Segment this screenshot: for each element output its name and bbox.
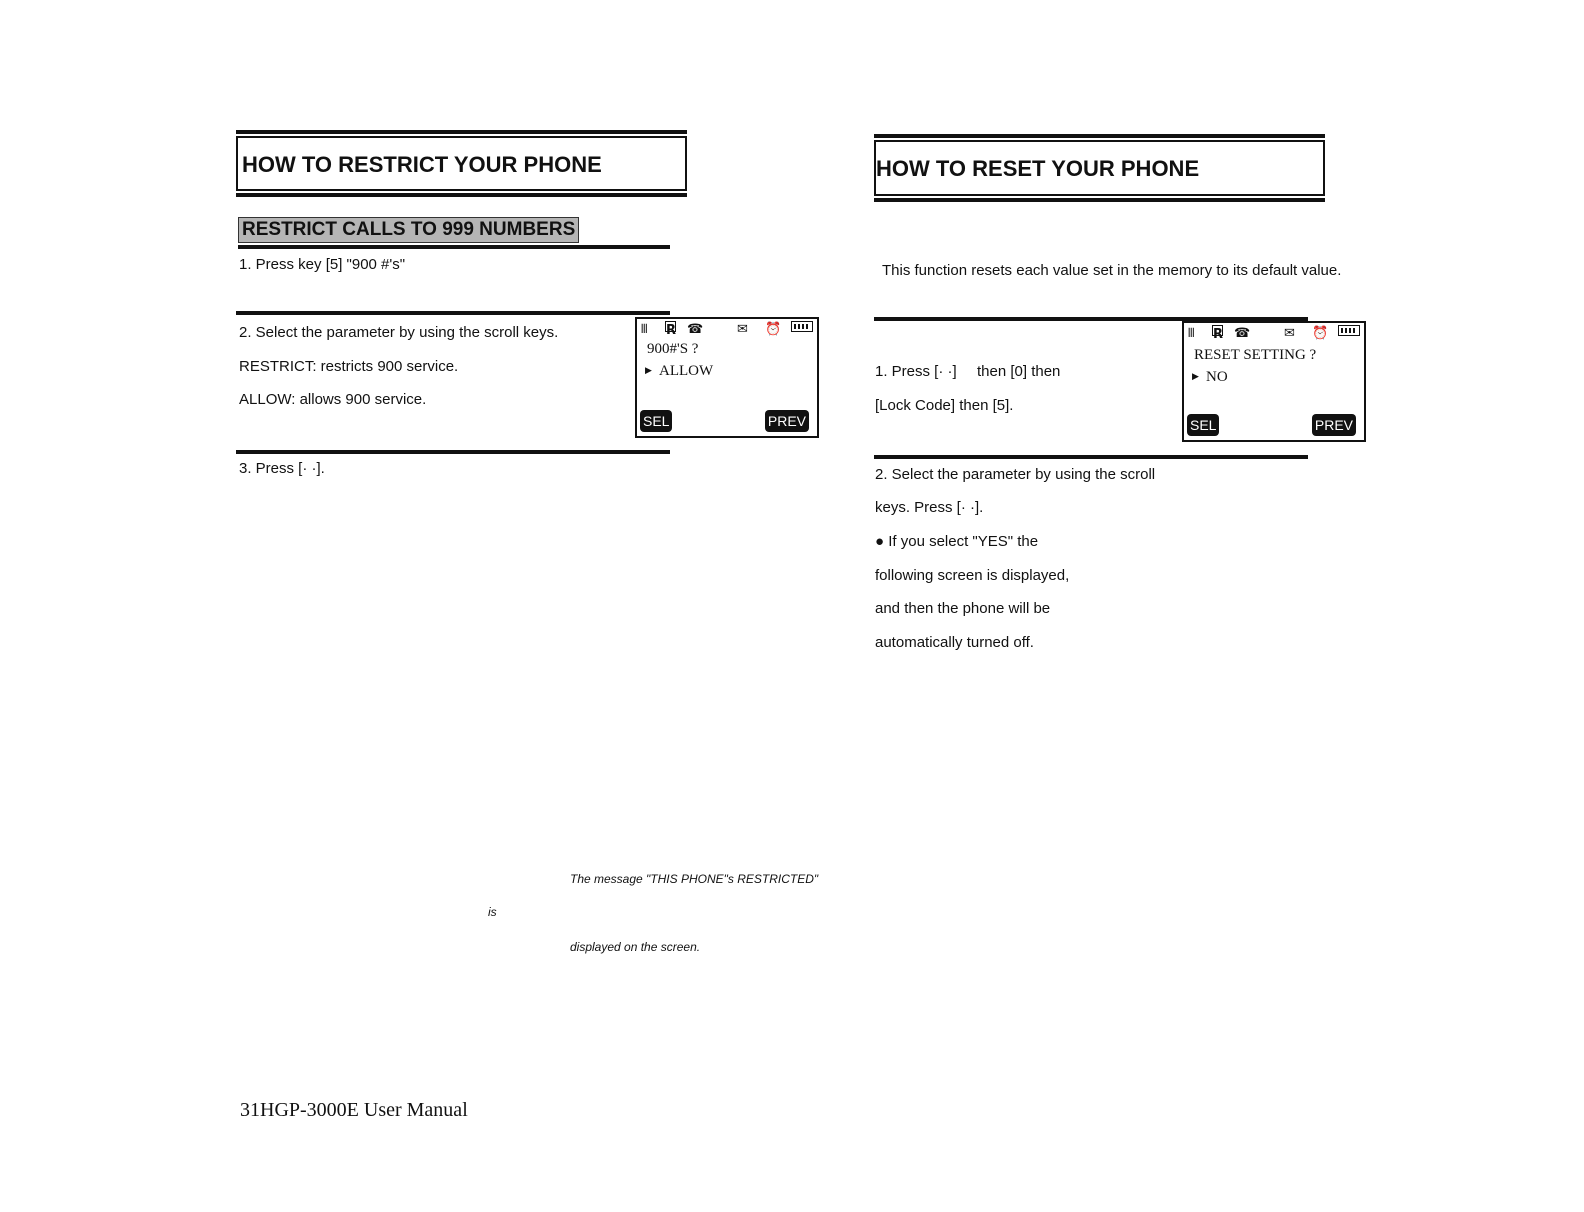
- softkey-sel[interactable]: SEL: [640, 410, 672, 432]
- softkey-prev[interactable]: PREV: [1312, 414, 1356, 436]
- screen-line-2: NO: [1206, 369, 1228, 385]
- screen-line-1: 900#'S ?: [647, 341, 699, 357]
- reset-step-1c: [Lock Code] then [5].: [875, 397, 1014, 414]
- signal-icon: 𝍫: [641, 322, 648, 337]
- phone-icon: ☎: [1234, 326, 1251, 341]
- arrow-right-icon: ▶: [645, 366, 652, 376]
- screen-line-2: ALLOW: [659, 363, 714, 379]
- restrict-heading-box: [236, 136, 687, 191]
- reset-heading: HOW TO RESET YOUR PHONE: [876, 156, 1200, 181]
- restrict-heading: HOW TO RESTRICT YOUR PHONE: [242, 152, 602, 177]
- screen-line-1: RESET SETTING ?: [1194, 347, 1317, 363]
- status-bar: 𝍫 R ☎ ✉ ⏰: [641, 321, 813, 339]
- reset-step-1b: then [0] then: [977, 363, 1061, 380]
- arrow-right-icon: ▶: [1192, 372, 1199, 382]
- softkey-prev[interactable]: PREV: [765, 410, 809, 432]
- phone-icon: ☎: [687, 322, 704, 337]
- reset-bullet-line-3: and then the phone will be: [875, 600, 1051, 617]
- message-icon: ✉: [1284, 326, 1295, 341]
- reset-bullet-line-4: automatically turned off.: [875, 634, 1034, 651]
- status-bar: 𝍫 R ☎ ✉ ⏰: [1188, 325, 1360, 343]
- restricted-note-line-1: The message "THIS PHONE"s RESTRICTED": [570, 872, 819, 886]
- softkey-sel[interactable]: SEL: [1187, 414, 1219, 436]
- alarm-icon: ⏰: [765, 322, 782, 337]
- reset-step-1a: 1. Press [· ·]: [875, 363, 957, 380]
- step2-rule: [236, 311, 670, 315]
- restrict-subheading: RESTRICT CALLS TO 999 NUMBERS: [238, 217, 579, 243]
- restrict-step-3: 3. Press [· ·].: [239, 460, 325, 477]
- message-icon: ✉: [737, 322, 748, 337]
- step3-rule: [236, 450, 670, 454]
- restrict-step-2: 2. Select the parameter by using the scroll keys.: [239, 324, 559, 341]
- allow-desc: ALLOW: allows 900 service.: [239, 391, 427, 408]
- heading-top-rule: [236, 130, 687, 134]
- battery-icon: [791, 321, 813, 332]
- reset-intro: This function resets each value set in the memory to its default value.: [882, 262, 1342, 279]
- reset-step-2-line-1: 2. Select the parameter by using the scroll: [875, 466, 1156, 483]
- alarm-icon: ⏰: [1312, 326, 1329, 341]
- reset-heading-box: [874, 140, 1325, 196]
- reset-step-2-line-2: keys. Press [· ·].: [875, 499, 984, 516]
- restricted-note-line-3: displayed on the screen.: [570, 940, 701, 954]
- page-footer: 31HGP-3000E User Manual: [240, 1099, 468, 1121]
- phone-screen-reset: [1182, 321, 1366, 442]
- restrict-step-1: 1. Press key [5] "900 #'s": [239, 256, 406, 273]
- reset-bullet-line-2: following screen is displayed,: [875, 567, 1070, 584]
- reset-step2-rule: [874, 455, 1308, 459]
- signal-icon: 𝍫: [1188, 326, 1195, 341]
- restricted-note-line-2: is: [488, 905, 497, 919]
- battery-icon: [1338, 325, 1360, 336]
- subheading-rule: [238, 245, 670, 249]
- phone-screen-restrict: [635, 317, 819, 438]
- heading-top-rule: [874, 134, 1325, 138]
- restrict-desc: RESTRICT: restricts 900 service.: [239, 358, 459, 375]
- reset-bullet-line-1: ● If you select "YES" the: [875, 533, 1039, 550]
- heading-bottom-rule: [236, 193, 687, 197]
- heading-bottom-rule: [874, 198, 1325, 202]
